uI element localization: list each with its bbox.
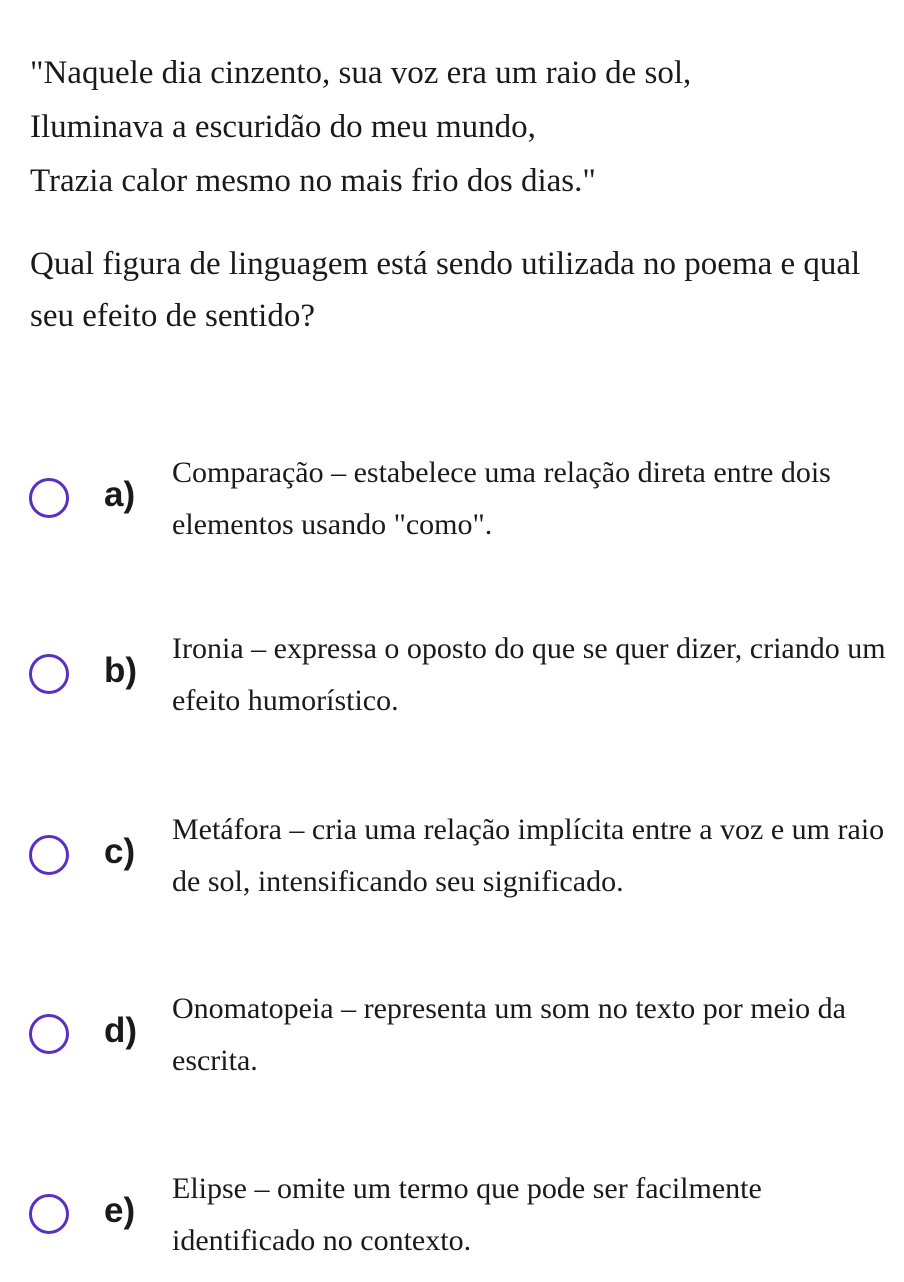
option-c[interactable]	[0, 804, 904, 914]
radio-button-d[interactable]	[29, 1014, 69, 1054]
option-text-a: Comparação – estabelece uma relação direta entre dois elementos usando "como".	[172, 456, 831, 541]
option-a[interactable]	[0, 447, 904, 557]
poem-line-2: Iluminava a escuridão do meu mundo,	[30, 109, 536, 145]
option-text-e: Elipse – omite um termo que pode ser facilmente identificado no contexto.	[172, 1172, 762, 1257]
poem-line-1: "Naquele dia cinzento, sua voz era um raio de sol,	[30, 55, 692, 91]
radio-button-a[interactable]	[29, 478, 69, 518]
option-b[interactable]	[0, 623, 904, 733]
option-text-c: Metáfora – cria uma relação implícita entre a voz e um raio de sol, intensificando seu significado.	[172, 813, 885, 898]
option-letter-c: c)	[104, 832, 136, 871]
option-text-d: Onomatopeia – representa um som no texto por meio da escrita.	[172, 992, 846, 1077]
radio-button-b[interactable]	[29, 654, 69, 694]
radio-button-c[interactable]	[29, 835, 69, 875]
option-letter-d: d)	[104, 1011, 138, 1050]
question-text: Qual figura de linguagem está sendo utilizada no poema e qual seu efeito de sentido?	[30, 246, 861, 334]
radio-button-e[interactable]	[29, 1194, 69, 1234]
option-letter-a: a)	[104, 475, 136, 514]
option-letter-e: e)	[104, 1191, 136, 1230]
option-e[interactable]	[0, 1163, 904, 1273]
option-text-b: Ironia – expressa o oposto do que se quer dizer, criando um efeito humorístico.	[172, 632, 886, 717]
option-letter-b: b)	[104, 651, 138, 690]
poem-line-3: Trazia calor mesmo no mais frio dos dias."	[30, 163, 596, 199]
option-d[interactable]	[0, 983, 904, 1093]
poem	[30, 46, 890, 208]
